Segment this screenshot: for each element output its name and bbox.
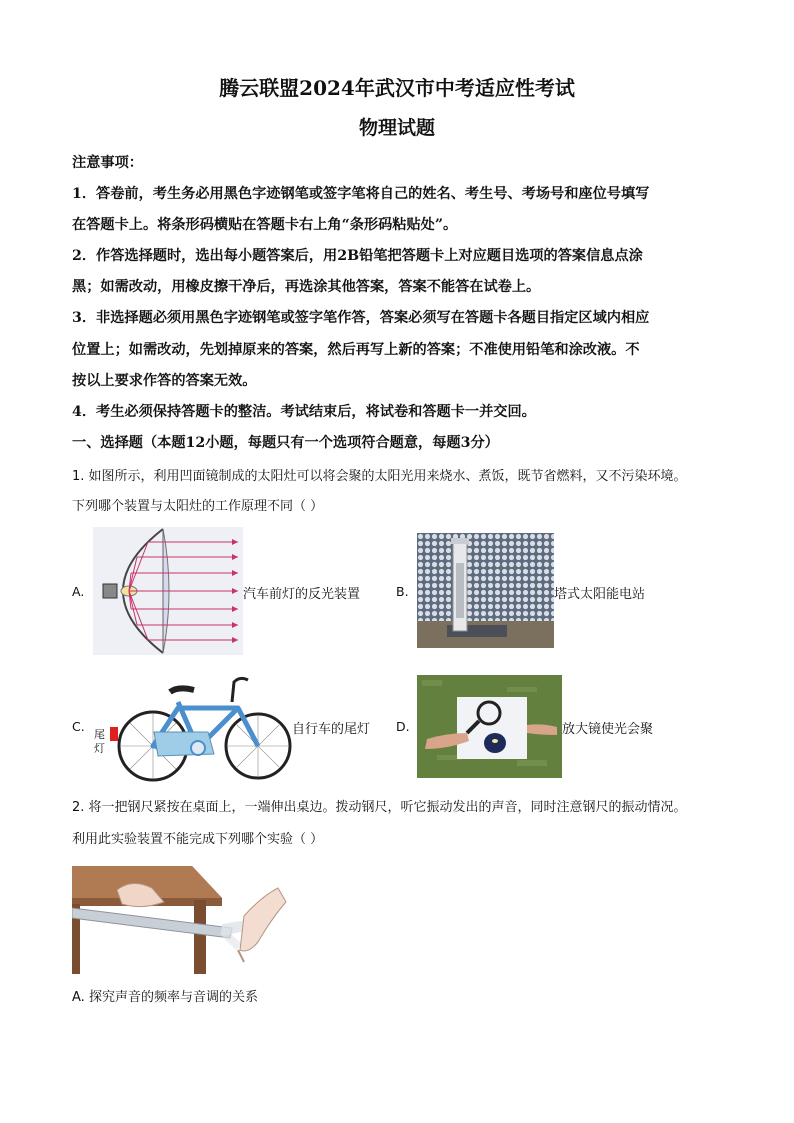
notice-line: 在答题卡上。将条形码横贴在答题卡右上角“条形码粘贴处”。 — [72, 217, 458, 233]
notice-line: 2．作答选择题时，选出每小题答案后，用2B铅笔把答题卡上对应题目选项的答案信息点涂 — [72, 248, 643, 264]
notice-heading: 注意事项： — [72, 155, 143, 171]
option-a-letter: A. — [72, 990, 85, 1005]
notice-line: 1．答卷前，考生务必用黑色字迹钢笔或签字笔将自己的姓名、考生号、考场号和座位号填写 — [72, 186, 650, 202]
question-2-stem: 2. 将一把钢尺紧按在桌面上，一端伸出桌边。拨动钢尺，听它振动发出的声音，同时注意钢尺的振动情况。 — [72, 800, 687, 815]
option-c-letter: C. — [72, 719, 85, 734]
ruler-experiment-image — [72, 858, 298, 974]
notice-line: 3．非选择题必须用黑色字迹钢笔或签字笔作答，答案必须写在答题卡各题目指定区域内相应 — [72, 310, 650, 326]
headlight-reflector-image — [93, 527, 243, 655]
exam-subject: 物理试题 — [358, 117, 435, 139]
section-heading: 一、选择题（本题12小题，每题只有一个选项符合题意，每题3分） — [72, 435, 499, 451]
question-2-option-a — [72, 986, 258, 1005]
option-a-letter: A. — [72, 584, 85, 599]
bicycle-image — [108, 672, 292, 784]
option-d-letter: D. — [396, 719, 410, 734]
option-b-text: 塔式太阳能电站 — [554, 587, 646, 602]
solar-tower-image — [417, 533, 554, 648]
option-a-text: 探究声音的频率与音调的关系 — [88, 990, 258, 1005]
question-2-stem-2: 利用此实验装置不能完成下列哪个实验（ ） — [72, 832, 324, 847]
option-d-text: 放大镜使光会聚 — [562, 722, 654, 737]
option-c-text: 自行车的尾灯 — [292, 722, 371, 737]
magnifier-image — [417, 675, 562, 778]
question-1-stem-2: 下列哪个装置与太阳灶的工作原理不同（ ） — [72, 499, 324, 514]
exam-title: 腾云联盟2024年武汉市中考适应性考试 — [219, 76, 575, 100]
question-1-stem: 1. 如图所示，利用凹面镜制成的太阳灶可以将会聚的太阳光用来烧水、煮饭，既节省燃料，又不污染环境。 — [72, 469, 687, 484]
notice-line: 位置上；如需改动，先划掉原来的答案，然后再写上新的答案；不准使用铅笔和涂改液。不 — [72, 342, 640, 358]
option-b-letter: B. — [396, 584, 409, 599]
option-a-text: 汽车前灯的反光装置 — [243, 587, 361, 602]
tail-light-label: 尾灯 — [94, 728, 105, 755]
notice-line: 4．考生必须保持答题卡的整洁。考试结束后，将试卷和答题卡一并交回。 — [72, 404, 536, 420]
notice-line: 黑；如需改动，用橡皮擦干净后，再选涂其他答案，答案不能答在试卷上。 — [72, 279, 541, 295]
notice-line: 按以上要求作答的答案无效。 — [72, 373, 257, 389]
